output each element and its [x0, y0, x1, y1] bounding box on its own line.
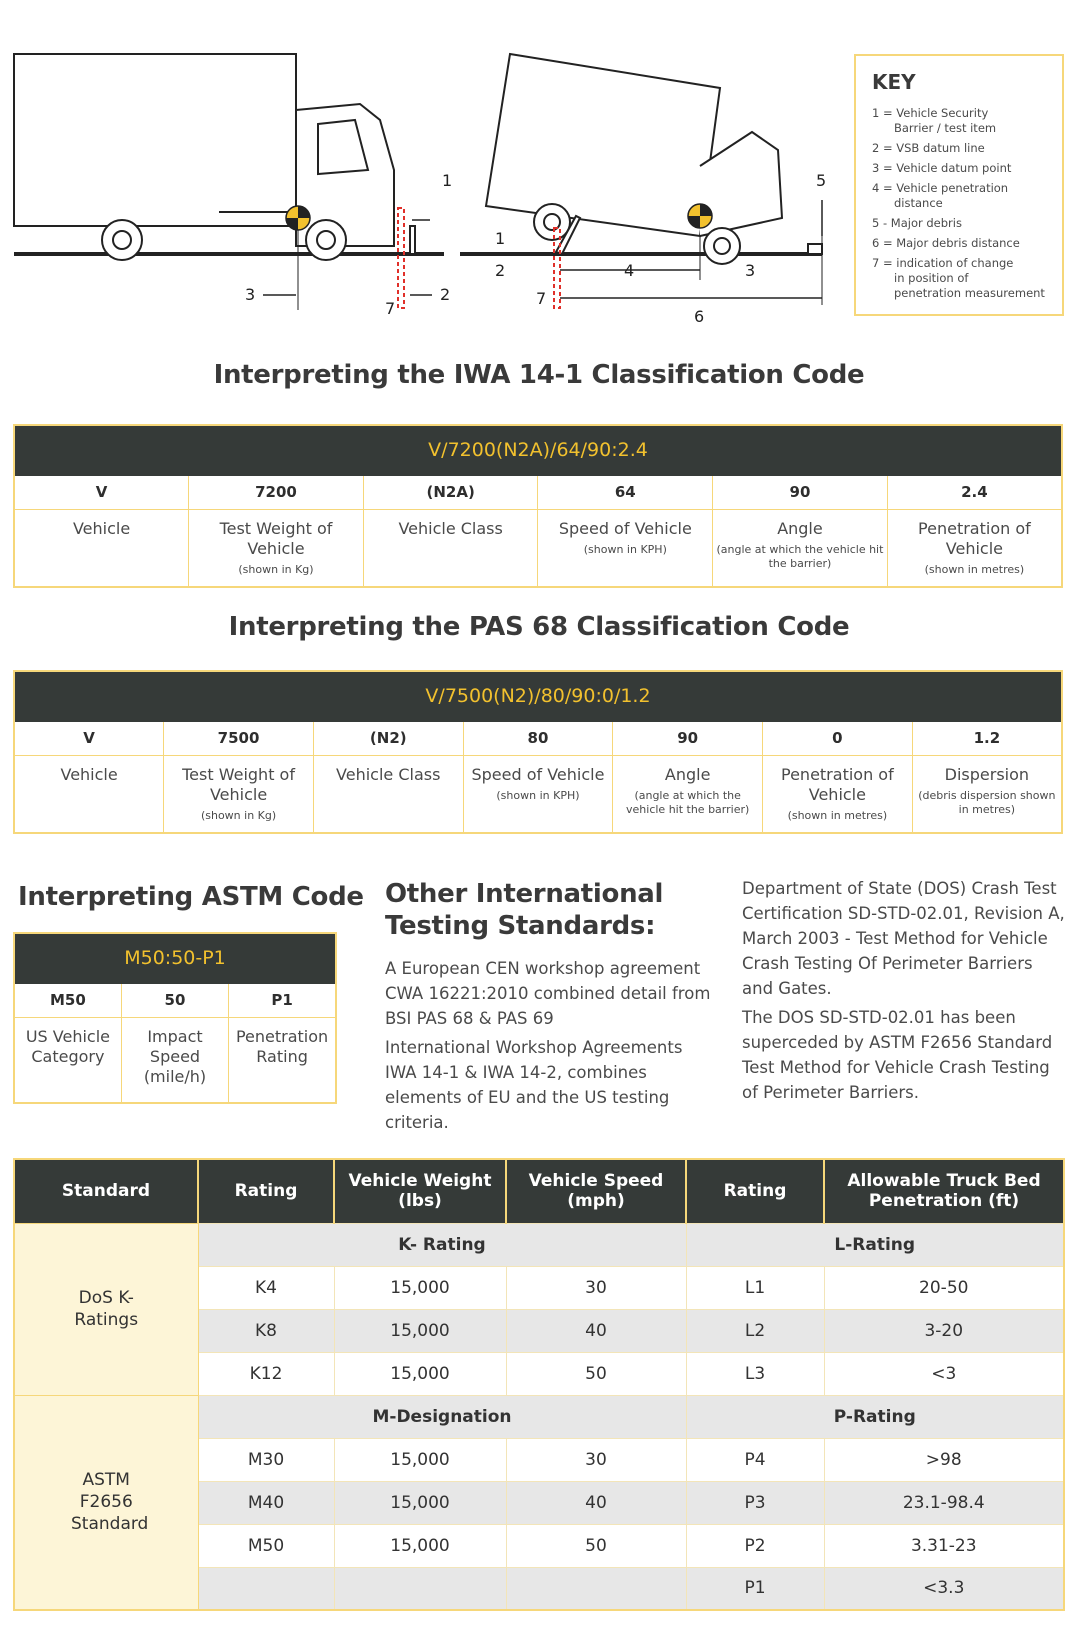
iwa-table	[13, 424, 1063, 588]
desc-cell: Impact Speed (mile/h)	[121, 1017, 228, 1103]
code-cell: 64	[538, 475, 713, 509]
desc-cell: Vehicle Class	[313, 755, 463, 833]
desc-cell: Penetration of Vehicle (shown in metres)	[887, 509, 1062, 587]
ratings-table	[13, 1158, 1065, 1611]
iwa-code: V/7200(N2A)/64/90:2.4	[14, 425, 1062, 475]
code-cell: 2.4	[887, 475, 1062, 509]
diagram-label: 3	[745, 261, 756, 280]
table-row: K4 15,000 30 L1 20-50	[14, 1266, 1064, 1309]
desc-cell: Dispersion (debris dispersion shown in metres)	[912, 755, 1062, 833]
code-cell: V	[14, 475, 189, 509]
key-title: KEY	[872, 70, 916, 94]
astm-table	[13, 932, 337, 1104]
key-box	[854, 54, 1064, 316]
table-row: K8 15,000 40 L2 3-20	[14, 1309, 1064, 1352]
key-item: 4 = Vehicle penetration distance	[872, 181, 1009, 210]
key-item: 6 = Major debris distance	[872, 236, 1020, 250]
code-cell: 1.2	[912, 721, 1062, 755]
key-item: 3 = Vehicle datum point	[872, 161, 1012, 175]
diagram-label: 2	[495, 261, 506, 280]
code-cell: 7200	[189, 475, 364, 509]
paragraph: A European CEN workshop agreement CWA 16221:2010 combined detail from BSI PAS 68 & PAS 69	[385, 959, 711, 1028]
code-cell: V	[14, 721, 164, 755]
header-cell: Vehicle Speed (mph)	[506, 1159, 686, 1223]
desc-cell: Speed of Vehicle (shown in KPH)	[463, 755, 613, 833]
code-cell: P1	[229, 983, 336, 1017]
desc-cell: Penetration Rating	[229, 1017, 336, 1103]
pas-code: V/7500(N2)/80/90:0/1.2	[14, 671, 1062, 721]
key-item: 1 = Vehicle Security Barrier / test item	[872, 106, 997, 135]
desc-cell: Penetration of Vehicle (shown in metres)	[763, 755, 913, 833]
standard-cell: ASTM F2656 Standard	[14, 1395, 198, 1610]
paragraph: International Workshop Agreements IWA 14-1 & IWA 14-2, combines elements of EU and the US testing criteria.	[385, 1038, 683, 1132]
astm-title: Interpreting ASTM Code	[18, 882, 364, 912]
astm-code: M50:50-P1	[14, 933, 336, 983]
subheader-cell: K- Rating	[198, 1223, 686, 1266]
table-row: M50 15,000 50 P2 3.31-23	[14, 1524, 1064, 1567]
dos-text	[742, 876, 1067, 1109]
header-cell: Rating	[686, 1159, 824, 1223]
desc-cell: Test Weight of Vehicle (shown in Kg)	[164, 755, 314, 833]
code-cell: (N2A)	[363, 475, 538, 509]
subheader-cell: M-Designation	[198, 1395, 686, 1438]
diagram-label: 7	[385, 299, 396, 318]
paragraph: The DOS SD-STD-02.01 has been superceded by ASTM F2656 Standard Test Method for Vehicle Crash Testing of Perimeter Barriers.	[742, 1008, 1053, 1102]
key-item: 2 = VSB datum line	[872, 141, 985, 155]
table-row: P1 <3.3	[14, 1567, 1064, 1610]
desc-cell: Test Weight of Vehicle (shown in Kg)	[189, 509, 364, 587]
table-row: K12 15,000 50 L3 <3	[14, 1352, 1064, 1395]
code-cell: 0	[763, 721, 913, 755]
desc-cell: Angle (angle at which the vehicle hit the barrier)	[713, 509, 888, 587]
code-cell: 80	[463, 721, 613, 755]
iwa-title: Interpreting the IWA 14-1 Classification Code	[213, 360, 865, 390]
code-cell: M50	[14, 983, 121, 1017]
paragraph: Department of State (DOS) Crash Test Certification SD-STD-02.01, Revision A, March 2003 - Test Method for Vehicle Crash Testing Of Perimeter Barriers and Gates.	[742, 879, 1065, 998]
code-cell: 7500	[164, 721, 314, 755]
subheader-cell: L-Rating	[686, 1223, 1064, 1266]
diagram-label: 4	[624, 261, 635, 280]
header-cell: Rating	[198, 1159, 334, 1223]
desc-cell: Speed of Vehicle (shown in KPH)	[538, 509, 713, 587]
desc-cell: Angle (angle at which the vehicle hit the barrier)	[613, 755, 763, 833]
header-cell: Standard	[14, 1159, 198, 1223]
desc-cell: US Vehicle Category	[14, 1017, 121, 1103]
table-row: M30 15,000 30 P4 >98	[14, 1438, 1064, 1481]
desc-cell: Vehicle	[14, 509, 189, 587]
other-text	[385, 956, 715, 1139]
header-cell: Vehicle Weight (lbs)	[334, 1159, 506, 1223]
diagram-label: 2	[440, 285, 451, 304]
diagram-label: 1	[442, 171, 453, 190]
diagram-label: 1	[495, 229, 506, 248]
desc-cell: Vehicle Class	[363, 509, 538, 587]
code-cell: 50	[121, 983, 228, 1017]
table-row: M40 15,000 40 P3 23.1-98.4	[14, 1481, 1064, 1524]
key-item: 5 - Major debris	[872, 216, 962, 230]
code-cell: (N2)	[313, 721, 463, 755]
diagram-label: 7	[536, 289, 547, 308]
subheader-cell: P-Rating	[686, 1395, 1064, 1438]
diagram-label: 5	[816, 171, 827, 190]
pas-table	[13, 670, 1063, 834]
other-title: Other International Testing Standards:	[385, 879, 664, 941]
diagram-label: 6	[694, 307, 705, 326]
pas-title: Interpreting the PAS 68 Classification Code	[228, 612, 850, 642]
key-item: 7 = indication of change in position of penetration measurement	[872, 256, 1045, 300]
code-cell: 90	[713, 475, 888, 509]
code-cell: 90	[613, 721, 763, 755]
standard-cell: DoS K-Ratings	[14, 1223, 198, 1395]
crash-test-diagram	[0, 40, 840, 330]
desc-cell: Vehicle	[14, 755, 164, 833]
diagram-label: 3	[245, 285, 256, 304]
header-cell: Allowable Truck Bed Penetration (ft)	[824, 1159, 1064, 1223]
